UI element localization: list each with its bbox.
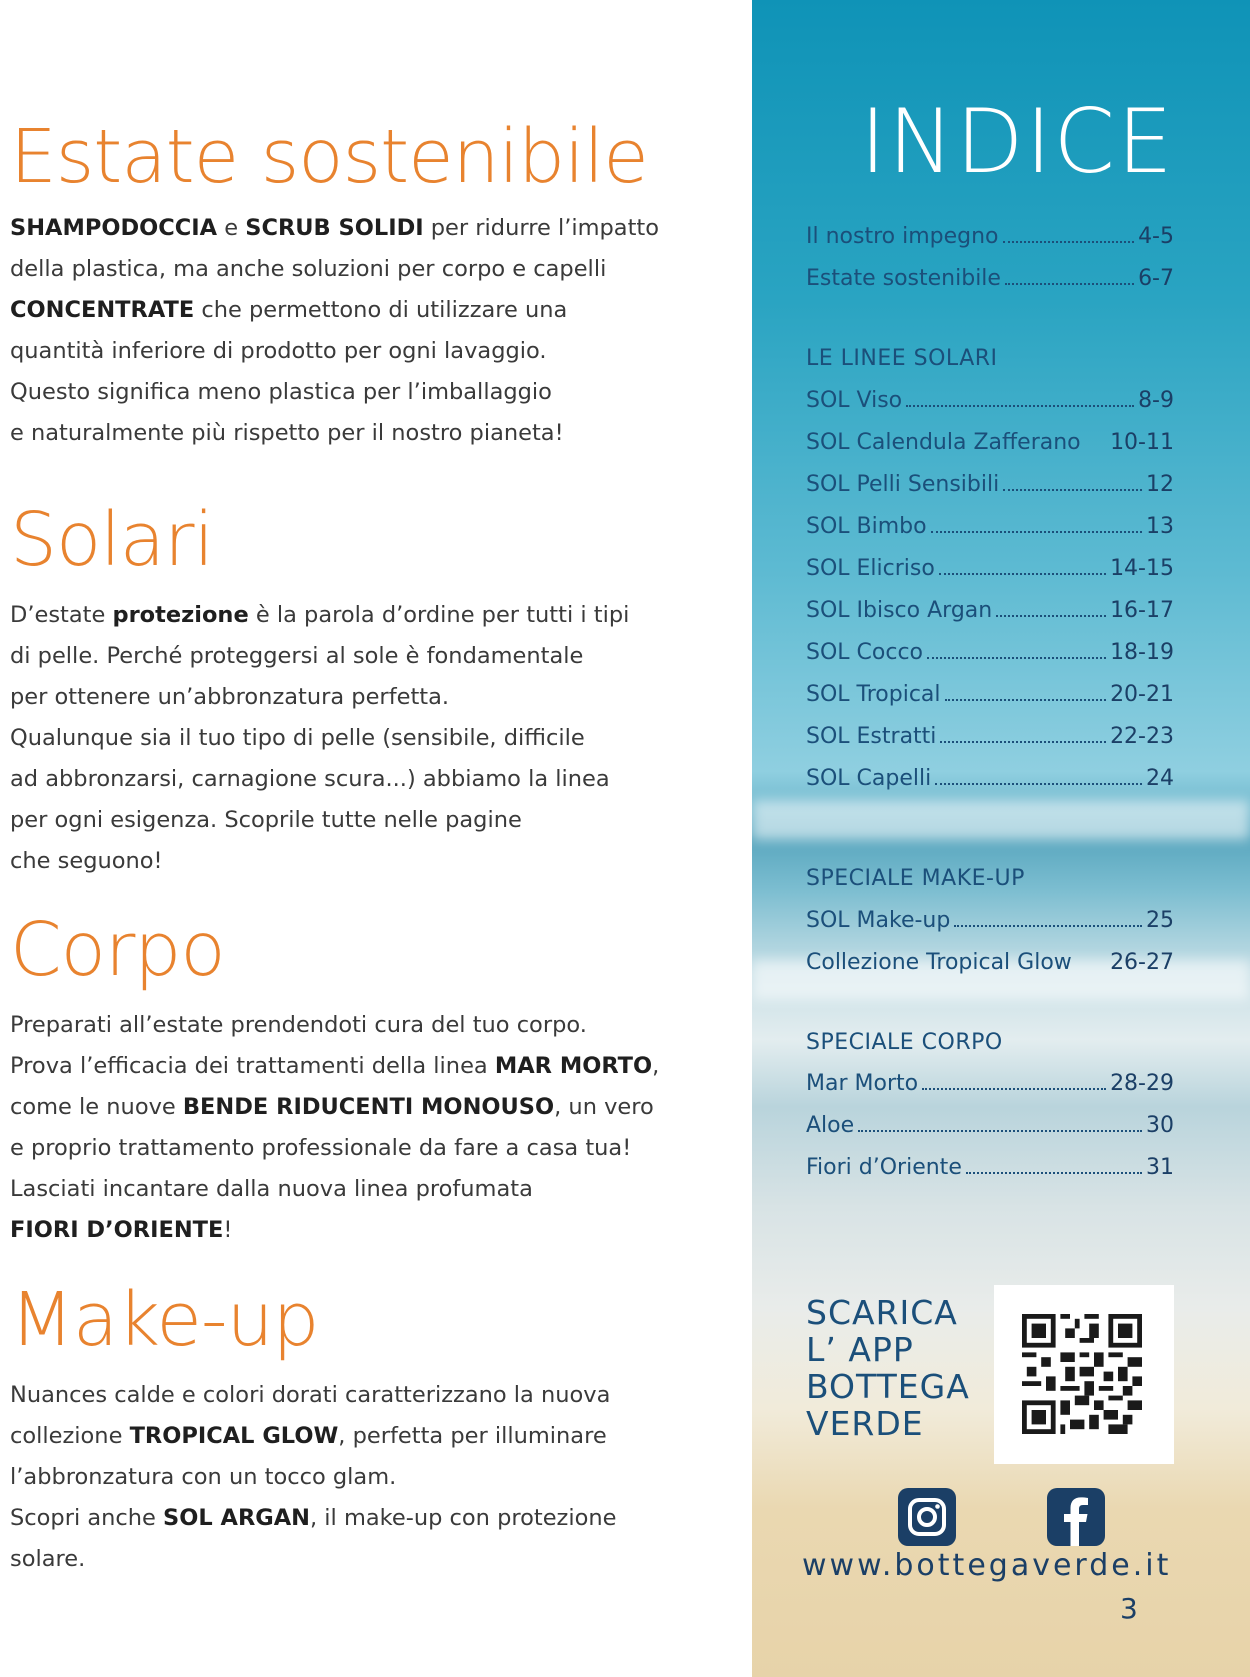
section-title: Corpo <box>10 907 225 993</box>
toc-group-heading: SPECIALE CORPO <box>806 1030 1003 1055</box>
toc-leader-dots <box>1005 283 1134 285</box>
page-number: 3 <box>1120 1592 1138 1625</box>
toc-entry-page: 12 <box>1146 472 1174 497</box>
toc-entry-page: 30 <box>1146 1113 1174 1138</box>
toc-entry-page: 4-5 <box>1138 224 1174 249</box>
toc-leader-dots <box>940 741 1106 743</box>
toc-entry-label: Il nostro impegno <box>806 224 999 249</box>
instagram-icon[interactable] <box>898 1488 956 1546</box>
index-panel <box>752 0 1250 1677</box>
toc-entry[interactable] <box>806 950 1174 975</box>
toc-entry-label: SOL Bimbo <box>806 514 927 539</box>
section-corpo <box>10 907 710 1251</box>
toc-entry-label: SOL Capelli <box>806 766 932 791</box>
toc-leader-dots <box>939 573 1106 575</box>
qr-code[interactable] <box>994 1285 1174 1464</box>
toc-entry-page: 6-7 <box>1138 266 1174 291</box>
toc-entry-label: SOL Estratti <box>806 724 937 749</box>
toc-entry-label: SOL Tropical <box>806 682 941 707</box>
toc-group-heading: SPECIALE MAKE-UP <box>806 866 1025 891</box>
toc-leader-dots <box>858 1130 1142 1132</box>
toc-entry-page: 31 <box>1146 1155 1174 1180</box>
toc-entry-label: SOL Make-up <box>806 908 951 933</box>
app-line: VERDE <box>806 1404 924 1443</box>
toc-entry[interactable] <box>806 682 1174 707</box>
section-estate-sostenibile <box>10 114 710 454</box>
toc-entry-page: 28-29 <box>1110 1071 1174 1096</box>
toc-leader-dots <box>996 615 1106 617</box>
toc-leader-dots <box>966 1172 1142 1174</box>
toc-entry-page: 8-9 <box>1138 388 1174 413</box>
toc-entry-label: SOL Viso <box>806 388 903 413</box>
toc-entry[interactable] <box>806 388 1174 413</box>
toc-entry-page: 22-23 <box>1110 724 1174 749</box>
toc-entry[interactable] <box>806 1071 1174 1096</box>
toc-entry-page: 18-19 <box>1110 640 1174 665</box>
section-solari <box>10 497 710 882</box>
toc-group-heading: LE LINEE SOLARI <box>806 346 998 371</box>
section-body: Nuances calde e colori dorati caratterizzano la nuova collezione TROPICAL GLOW, perfetta per illuminare l’abbronzatura con un tocco glam. Scopri anche SOL ARGAN, il make-up con protezione solare. <box>10 1382 617 1572</box>
toc-entry-label: Mar Morto <box>806 1071 919 1096</box>
toc-leader-dots <box>1003 489 1142 491</box>
toc-entry-page: 10-11 <box>1110 430 1174 455</box>
qr-code-icon <box>1022 1314 1142 1434</box>
toc-entry[interactable] <box>806 266 1174 291</box>
toc-entry-label: SOL Ibisco Argan <box>806 598 993 623</box>
toc-entry-page: 25 <box>1146 908 1174 933</box>
app-line: SCARICA <box>806 1293 958 1332</box>
toc-entry-label: Estate sostenibile <box>806 266 1001 291</box>
toc-entry-page: 20-21 <box>1110 682 1174 707</box>
section-body: Preparati all’estate prendendoti cura del tuo corpo. Prova l’efficacia dei trattamenti della linea MAR MORTO, come le nuove BENDE RIDUCENTI MONOUSO, un vero e proprio trattamento professionale da fare a casa tua! Lasciati incantare dalla nuova linea profumata FIORI D’ORIENTE! <box>10 1012 660 1243</box>
toc-leader-dots <box>927 657 1106 659</box>
toc-entry[interactable] <box>806 224 1174 249</box>
facebook-icon[interactable] <box>1047 1488 1105 1546</box>
toc-entry-label: SOL Calendula Zafferano <box>806 430 1081 455</box>
toc-entry-page: 16-17 <box>1110 598 1174 623</box>
toc-leader-dots <box>906 405 1134 407</box>
website-link[interactable]: www.bottegaverde.it <box>802 1548 1172 1583</box>
toc-entry[interactable] <box>806 1113 1174 1138</box>
toc-entry-page: 14-15 <box>1110 556 1174 581</box>
toc-entry-label: SOL Pelli Sensibili <box>806 472 1000 497</box>
toc-leader-dots <box>945 699 1107 701</box>
app-line: L’ APP <box>806 1330 914 1369</box>
toc-entry[interactable] <box>806 514 1174 539</box>
toc-entry[interactable] <box>806 908 1174 933</box>
toc-leader-dots <box>935 783 1142 785</box>
section-title: Solari <box>10 497 214 583</box>
toc-entry[interactable] <box>806 724 1174 749</box>
section-body: D’estate protezione è la parola d’ordine per tutti i tipi di pelle. Perché proteggersi al sole è fondamentale per ottenere un’abbronzatura perfetta. Qualunque sia il tuo tipo di pelle (sensibile, difficile ad abbronzarsi, carnagione scura...) abbiamo la linea per ogni esigenza. Scoprile tutte nelle pagine che seguono! <box>10 602 630 874</box>
toc-leader-dots <box>954 925 1142 927</box>
section-title: Estate sostenibile <box>10 114 648 200</box>
toc-entry-page: 24 <box>1146 766 1174 791</box>
toc-entry[interactable] <box>806 1155 1174 1180</box>
sea-wave <box>752 800 1250 840</box>
toc-entry[interactable] <box>806 556 1174 581</box>
toc-entry-page: 13 <box>1146 514 1174 539</box>
section-make-up <box>10 1277 710 1580</box>
app-line: BOTTEGA <box>806 1367 970 1406</box>
toc-leader-dots <box>931 531 1142 533</box>
toc-entry-label: SOL Cocco <box>806 640 924 665</box>
toc-entry-label: Aloe <box>806 1113 855 1138</box>
section-body: SHAMPODOCCIA e SCRUB SOLIDI per ridurre l’impatto della plastica, ma anche soluzioni per corpo e capelli CONCENTRATE che permettono di utilizzare una quantità inferiore di prodotto per ogni lavaggio. Questo significa meno plastica per l’imballaggio e naturalmente più rispetto per il nostro pianeta! <box>10 215 660 446</box>
toc-entry[interactable] <box>806 598 1174 623</box>
section-title: Make-up <box>10 1277 319 1363</box>
toc-entry[interactable] <box>806 766 1174 791</box>
toc-leader-dots <box>1003 241 1135 243</box>
toc-entry[interactable] <box>806 430 1174 455</box>
download-app-text <box>806 1294 970 1442</box>
toc-entry-label: Collezione Tropical Glow <box>806 950 1072 975</box>
toc-entry-label: Fiori d’Oriente <box>806 1155 962 1180</box>
toc-leader-dots <box>922 1088 1106 1090</box>
toc-entry-label: SOL Elicriso <box>806 556 935 581</box>
toc-entry[interactable] <box>806 640 1174 665</box>
toc-entry-page: 26-27 <box>1110 950 1174 975</box>
index-title: INDICE <box>860 90 1175 193</box>
toc-entry[interactable] <box>806 472 1174 497</box>
